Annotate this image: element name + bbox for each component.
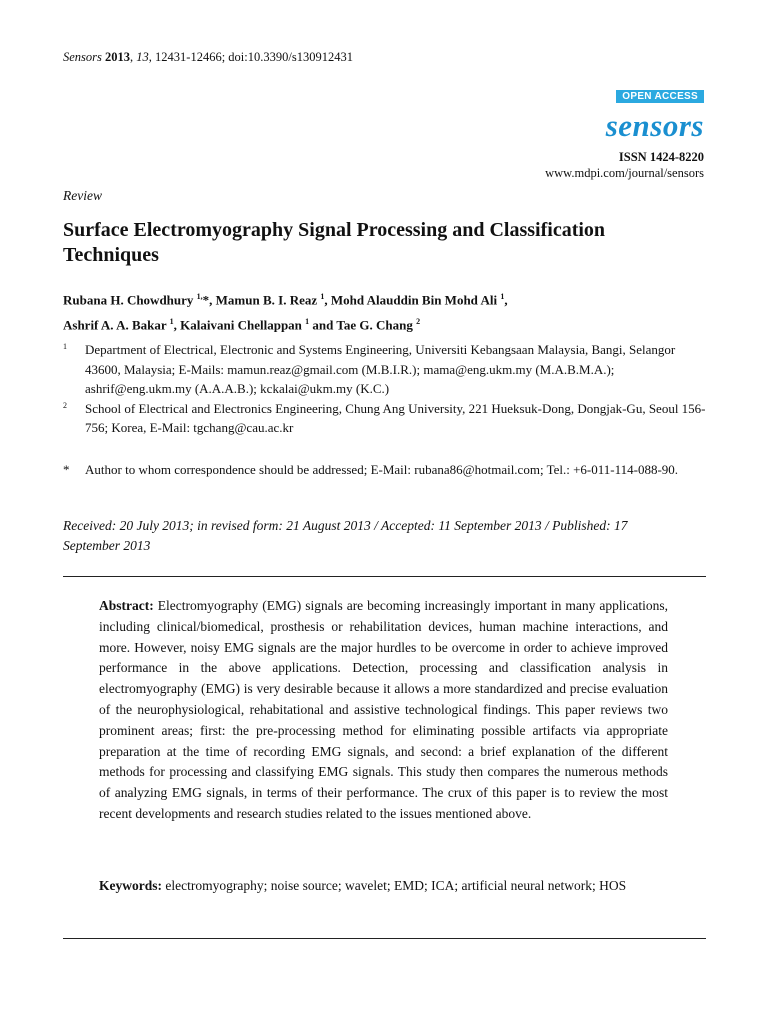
affiliations — [63, 340, 713, 438]
affiliation-text: School of Electrical and Electronics Engineering, Chung Ang University, 221 Hueksuk-Dong, Dongjak-Gu, Seoul 156-756; Korea, E-Mail: tgchang@cau.ac.kr — [85, 400, 706, 435]
bottom-divider — [63, 938, 706, 939]
author-affiliation-mark: 2 — [416, 317, 421, 327]
correspondence-text: Author to whom correspondence should be addressed; E-Mail: rubana86@hotmail.com; Tel.: +6-011-114-088-90. — [85, 462, 679, 477]
citation-line: Sensors 2013, 13, 12431-12466; doi:10.3390/s130912431 — [63, 50, 353, 64]
affiliation-1 — [63, 340, 713, 399]
affiliation-mark: 1 — [63, 342, 67, 351]
journal-url[interactable]: www.mdpi.com/journal/sensors — [545, 166, 704, 180]
correspondence-note — [63, 460, 713, 480]
author-list — [63, 286, 663, 337]
abstract-label: Abstract: — [99, 598, 154, 613]
affiliation-text: Department of Electrical, Electronic and Systems Engineering, Universiti Kebangsaan Malaysia, Bangi, Selangor 43600, Malaysia; E-Mails: mamun.reaz@gmail.com (M.B.I.R.); mama@eng.ukm.my (M.A.B.M.A.); ashrif@eng.ukm.my (A.A.A.B.); kckalai@ukm.my (K.C.) — [85, 342, 676, 396]
author-separator: , — [173, 317, 181, 333]
author-name: Rubana H. Chowdhury — [63, 292, 197, 308]
author-separator: *, — [202, 292, 216, 308]
author-affiliation-mark: 1 — [500, 292, 505, 301]
abstract — [99, 596, 668, 825]
citation-journal: Sensors — [63, 50, 102, 64]
citation-doi: , 12431-12466; doi:10.3390/s130912431 — [148, 50, 353, 64]
citation-year: 2013 — [105, 50, 131, 64]
author-name: Mohd Alauddin Bin Mohd Ali — [330, 292, 501, 308]
author-affiliation-mark: 1 — [169, 317, 174, 327]
author-separator: , — [324, 292, 331, 308]
affiliation-mark: 2 — [63, 400, 67, 410]
keywords-text: electromyography; noise source; wavelet; EMD; ICA; artificial neural network; HOS — [162, 878, 627, 893]
article-title: Surface Electromyography Signal Processing and Classification Techniques — [63, 219, 606, 266]
author-name: Tae G. Chang — [336, 317, 417, 333]
author-name: Kalaivani Chellappan — [180, 317, 306, 333]
affiliation-2 — [63, 399, 713, 438]
keywords — [99, 876, 668, 897]
open-access-badge: OPEN ACCESS — [616, 90, 704, 103]
correspondence-mark: * — [63, 462, 70, 477]
journal-logo: sensors — [605, 108, 704, 143]
top-divider — [63, 576, 706, 577]
correspondence — [63, 460, 713, 480]
author-affiliation-mark: 1, — [196, 292, 203, 301]
issn: ISSN 1424-8220 — [618, 150, 704, 164]
author-line-2 — [63, 311, 663, 336]
abstract-text: Electromyography (EMG) signals are becoming increasingly important in many applications, including clinical/biomedical, prosthesis or rehabilitation devices, human machine interactions, and more. However, noisy EMG signals are the major hurdles to be overcome in order to achieve improved performance in the above applications. Detection, processing and classification analysis in electromyography (EMG) is very desirable because it allows a more standardized and precise evaluation of the neurophysiological, rehabitational and assistive technological findings. This paper reviews two prominent areas; first: the pre-processing method for eliminating possible artifacts via appropriate preparation at the time of recording EMG signals, and second: a brief explanation of the different methods for processing and classifying EMG signals. This study then compares the numerous methods of analyzing EMG signals, in terms of their performance. The crux of this paper is to review the most recent developments and research studies related to the issues mentioned above. — [99, 598, 668, 821]
author-affiliation-mark: 1 — [320, 292, 325, 301]
author-separator: , — [504, 292, 508, 308]
article-type: Review — [63, 188, 102, 203]
author-affiliation-mark: 1 — [305, 317, 310, 327]
citation-volume: 13 — [136, 50, 149, 64]
author-separator: and — [309, 317, 337, 333]
author-line-1 — [63, 286, 663, 311]
author-name: Ashrif A. A. Bakar — [63, 317, 170, 333]
publication-dates: Received: 20 July 2013; in revised form: 21 August 2013 / Accepted: 11 September 2013 / Published: 17 September 2013 — [63, 518, 628, 553]
author-name: Mamun B. I. Reaz — [215, 292, 321, 308]
keywords-label: Keywords: — [99, 878, 162, 893]
